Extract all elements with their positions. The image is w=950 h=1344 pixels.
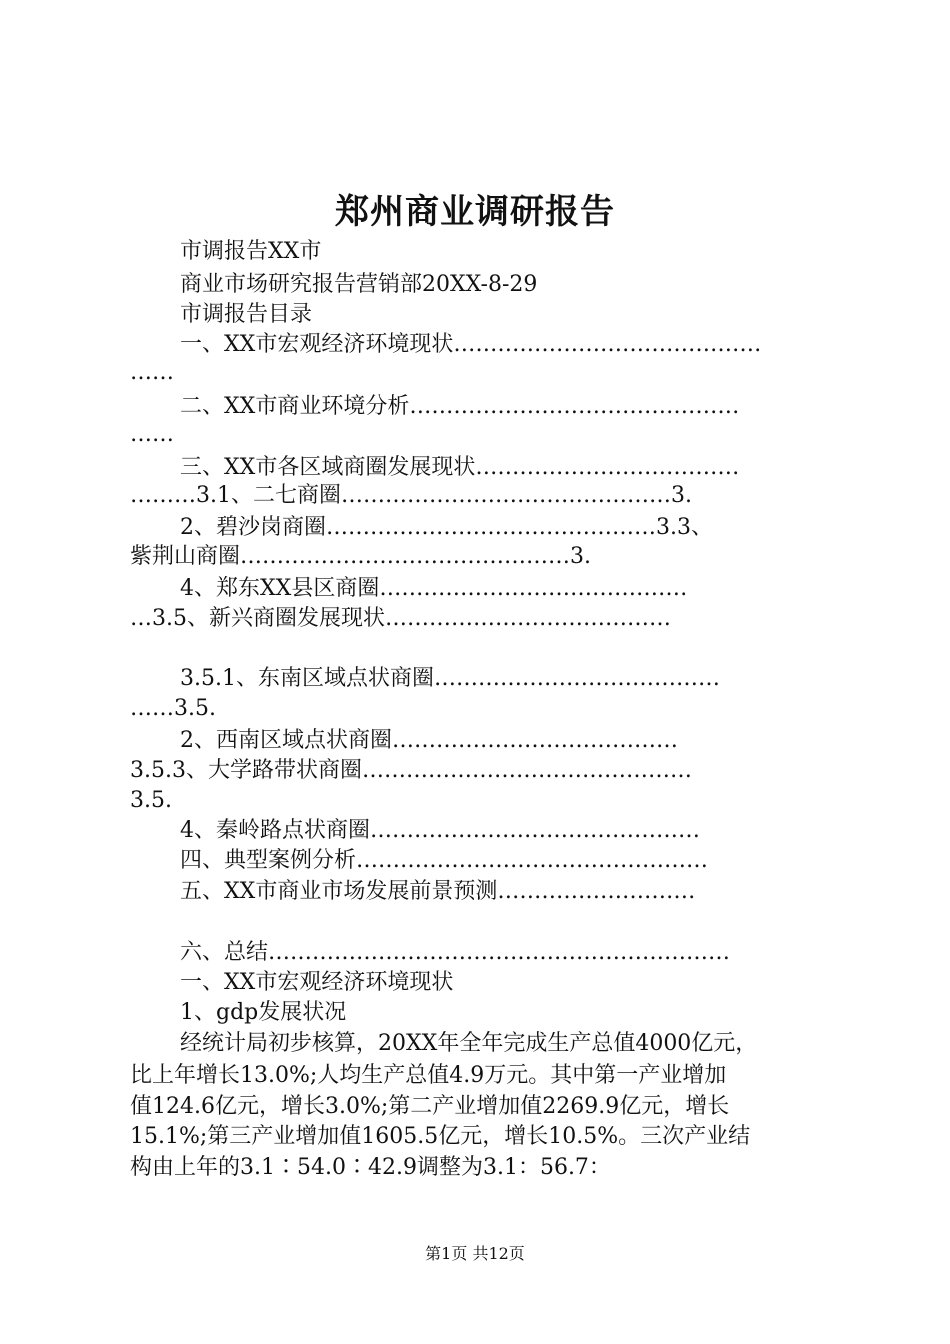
toc-entry: ………3.1、二七商圈………………………………………3.	[130, 483, 692, 508]
toc-entry: 四、典型案例分析…………………………………………	[180, 848, 709, 873]
paragraph-line: 值124.6亿元，增长3.0%;第二产业增加值2269.9亿元，增长	[130, 1094, 730, 1119]
toc-entry: 五、XX市商业市场发展前景预测………………………	[180, 879, 696, 904]
toc-entry: 2、西南区域点状商圈…………………………………	[180, 728, 678, 753]
paragraph-line: 比上年增长13.0%;人均生产总值4.9万元。其中第一产业增加	[130, 1063, 727, 1088]
paragraph-line: 经统计局初步核算，20XX年全年完成生产总值4000亿元，	[180, 1031, 758, 1056]
toc-entry: ……3.5.	[130, 696, 216, 721]
paragraph-line: 构由上年的3.1∶54.0∶42.9调整为3.1：56.7：	[130, 1155, 611, 1180]
text-line: 市调报告XX市	[180, 239, 322, 264]
toc-entry: ……	[130, 360, 174, 385]
text-line: 市调报告目录	[180, 302, 313, 327]
toc-entry: 3.5.1、东南区域点状商圈…………………………………	[180, 666, 720, 691]
section-heading: 一、XX市宏观经济环境现状	[180, 970, 454, 995]
toc-entry: 紫荆山商圈………………………………………3.	[130, 544, 591, 569]
document-title: 郑州商业调研报告	[335, 192, 615, 232]
toc-entry: 六、总结………………………………………………………	[180, 940, 731, 965]
toc-entry: 4、郑东XX县区商圈……………………………………	[180, 576, 688, 601]
toc-entry: 3.5.	[130, 788, 172, 813]
toc-entry: 3.5.3、大学路带状商圈………………………………………	[130, 758, 692, 783]
toc-entry: 2、碧沙岗商圈………………………………………3.3、	[180, 515, 713, 540]
toc-entry: 一、XX市宏观经济环境现状……………………………………	[180, 332, 762, 357]
toc-entry: ……	[130, 422, 174, 447]
text-line: 商业市场研究报告营销部20XX-8-29	[180, 272, 538, 297]
toc-entry: 二、XX市商业环境分析………………………………………	[180, 394, 740, 419]
toc-entry: 三、XX市各区域商圈发展现状………………………………	[180, 455, 740, 480]
subsection-heading: 1、gdp发展状况	[180, 1000, 347, 1025]
page-footer: 第1页 共12页	[425, 1244, 525, 1263]
paragraph-line: 15.1%;第三产业增加值1605.5亿元，增长10.5%。三次产业结	[130, 1124, 751, 1149]
toc-entry: 4、秦岭路点状商圈………………………………………	[180, 818, 700, 843]
toc-entry: …3.5、新兴商圈发展现状…………………………………	[130, 606, 671, 631]
